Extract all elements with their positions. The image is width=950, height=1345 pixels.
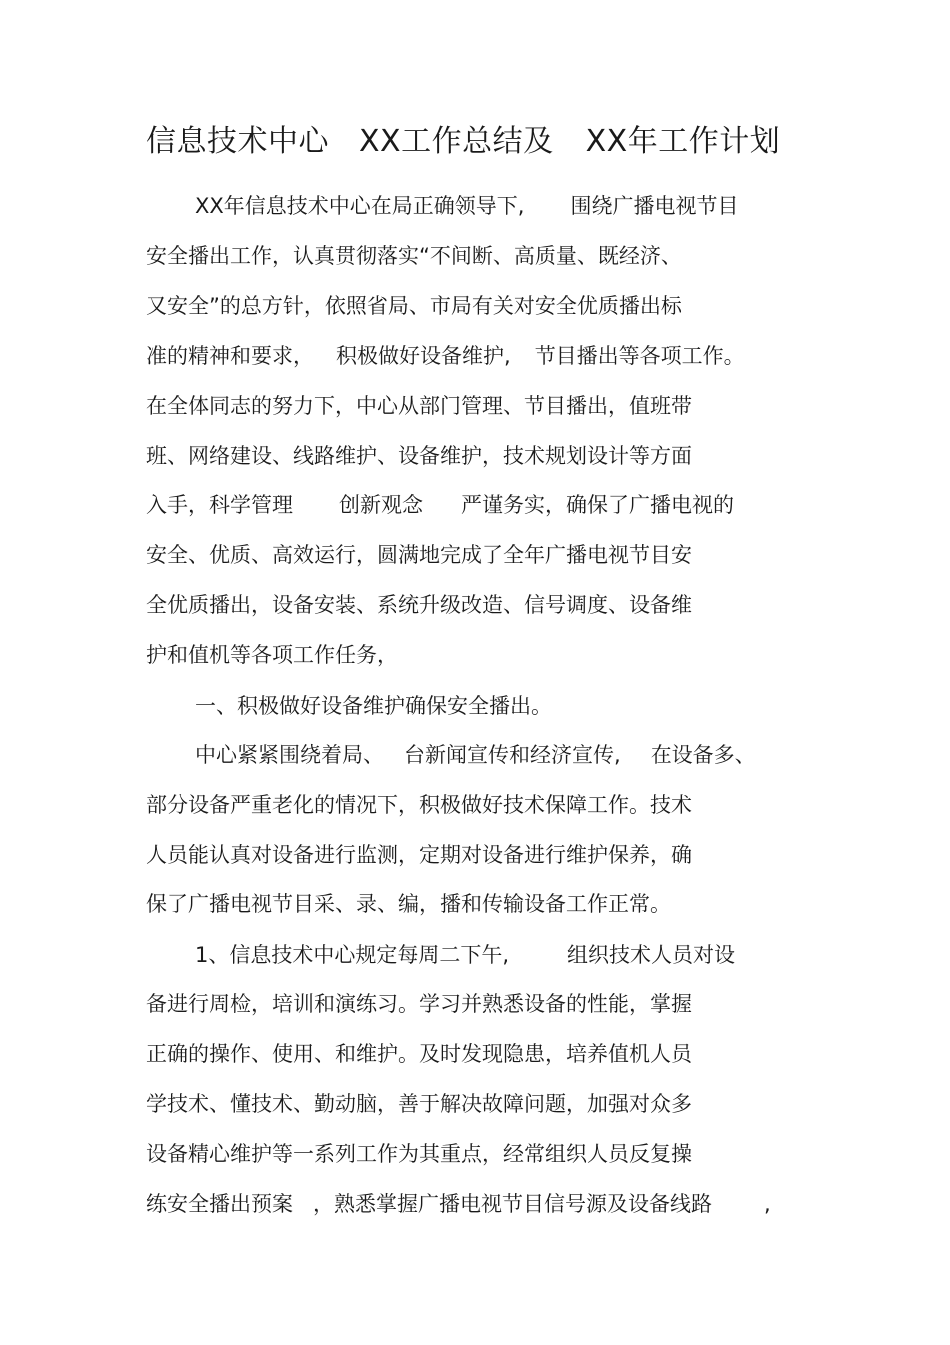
section-heading: 一、积极做好设备维护确保安全播出。 [195, 694, 552, 718]
paragraph-line: 人员能认真对设备进行监测，定期对设备进行维护保养，确 [146, 843, 692, 867]
paragraph-line: 学技术、懂技术、勤动脑，善于解决故障问题，加强对众多 [146, 1092, 692, 1116]
paragraph-line: 正确的操作、使用、和维护。及时发现隐患，培养值机人员 [146, 1042, 692, 1066]
paragraph-line: 安全播出工作，认真贯彻落实“不间断、高质量、既经济、 [146, 244, 682, 268]
paragraph-line: 保了广播电视节目采、录、编，播和传输设备工作正常。 [146, 892, 671, 916]
paragraph-line: 在全体同志的努力下，中心从部门管理、节目播出，值班带 [146, 394, 692, 418]
paragraph-line: 全优质播出，设备安装、系统升级改造、信号调度、设备维 [146, 593, 692, 617]
title-part-1: 信息技术中心 [146, 124, 329, 159]
paragraph-line: 中心紧紧围绕着局、 台新闻宣传和经济宣传, 在设备多、 [195, 743, 756, 767]
paragraph-line: 护和值机等各项工作任务， [146, 643, 398, 667]
paragraph-line: 练安全播出预案 ，熟悉掌握广播电视节目信号源及设备线路 , [146, 1192, 771, 1216]
paragraph-line: XX年信息技术中心在局正确领导下, 围绕广播电视节目 [195, 194, 739, 218]
paragraph-line: 部分设备严重老化的情况下，积极做好技术保障工作。技术 [146, 793, 692, 817]
paragraph-line: 入手，科学管理 创新观念 严谨务实，确保了广播电视的 [146, 493, 734, 517]
document-title [146, 120, 780, 164]
title-part-2: XX工作总结及 [359, 124, 554, 159]
paragraph-line: 1、信息技术中心规定每周二下午, 组织技术人员对设 [195, 943, 736, 967]
title-part-3: XX年工作计划 [585, 124, 781, 159]
paragraph-line: 备进行周检，培训和演练习。学习并熟悉设备的性能，掌握 [146, 992, 692, 1016]
paragraph-line: 安全、优质、高效运行，圆满地完成了全年广播电视节目安 [146, 543, 692, 567]
paragraph-line: 设备精心维护等一系列工作为其重点，经常组织人员反复操 [146, 1142, 692, 1166]
paragraph-line: 又安全”的总方针，依照省局、市局有关对安全优质播出标 [146, 294, 682, 318]
paragraph-line: 班、网络建设、线路维护、设备维护，技术规划设计等方面 [146, 444, 692, 468]
paragraph-line: 准的精神和要求， 积极做好设备维护, 节目播出等各项工作。 [146, 344, 745, 368]
